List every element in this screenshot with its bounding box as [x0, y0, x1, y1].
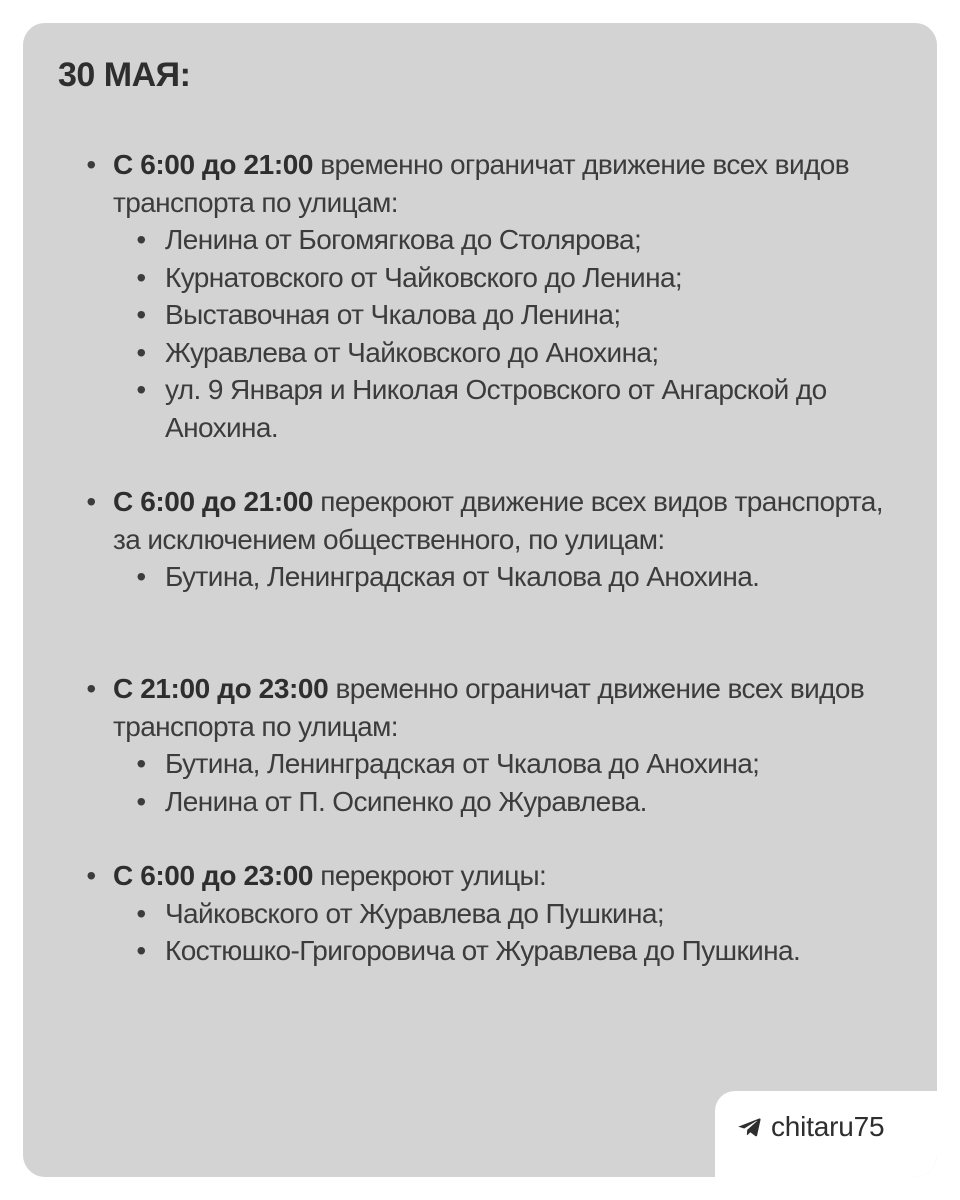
footer-tab [715, 1091, 937, 1177]
restriction-section [79, 857, 899, 970]
time-range: С 21:00 до 23:00 [113, 673, 329, 704]
list-item [79, 259, 899, 297]
bullet-icon: • [136, 561, 146, 592]
time-range: С 6:00 до 23:00 [113, 860, 314, 891]
bullet-icon: • [86, 486, 96, 517]
bullet-icon: • [136, 261, 146, 293]
street-list [79, 895, 899, 970]
section-description: перекроют улицы: [313, 860, 547, 891]
channel-handle-text: chitaru75 [771, 1111, 885, 1142]
page-title: 30 МАЯ: [58, 56, 191, 94]
list-item [79, 296, 899, 334]
time-range: С 6:00 до 21:00 [113, 149, 314, 180]
list-item [79, 221, 899, 259]
list-item [79, 783, 899, 821]
street-text: Бутина, Ленинградская от Чкалова до Анохина. [165, 561, 760, 592]
bullet-icon: • [136, 299, 146, 330]
time-range: С 6:00 до 21:00 [113, 486, 314, 517]
street-text: Выставочная от Чкалова до Ленина; [165, 299, 621, 330]
street-text: Курнатовского от Чайковского до Ленина; [165, 261, 683, 293]
street-text: Костюшко-Григоровича от Журавлева до Пушкина. [165, 935, 801, 966]
section-description: временно ограничат движение всех видов транспорта по улицам: [113, 673, 865, 742]
bullet-icon: • [136, 897, 146, 929]
restriction-section [79, 146, 899, 446]
list-item [79, 334, 899, 372]
street-text: ул. 9 Января и Николая Островского от Ангарской до Анохина. [165, 374, 827, 443]
bullet-icon: • [86, 673, 96, 704]
info-card [23, 23, 937, 1177]
street-text: Бутина, Ленинградская от Чкалова до Анохина; [165, 748, 760, 779]
bullet-icon: • [136, 785, 146, 817]
list-item [79, 558, 899, 596]
bullet-icon: • [86, 149, 96, 180]
bullet-icon: • [136, 224, 146, 255]
street-list [79, 558, 899, 596]
bullet-icon: • [136, 935, 146, 966]
section-description: перекроют движение всех видов транспорта, за исключением общественного, по улицам: [113, 486, 883, 555]
list-item [79, 895, 899, 933]
restriction-section [79, 670, 899, 820]
channel-handle[interactable] [737, 1111, 884, 1143]
list-item [79, 745, 899, 783]
street-list [79, 221, 899, 446]
section-description: временно ограничат движение всех видов транспорта по улицам: [113, 149, 849, 218]
bullet-icon: • [86, 860, 96, 891]
street-text: Чайковского от Журавлева до Пушкина; [165, 897, 665, 929]
bullet-icon: • [136, 336, 146, 368]
street-text: Ленина от Богомягкова до Столярова; [165, 224, 642, 255]
list-item [79, 371, 899, 446]
street-text: Журавлева от Чайковского до Анохина; [165, 336, 659, 368]
restriction-section [79, 483, 899, 596]
street-list [79, 745, 899, 820]
street-text: Ленина от П. Осипенко до Журавлева. [165, 785, 647, 817]
list-item [79, 932, 899, 970]
bullet-icon: • [136, 374, 146, 405]
bullet-icon: • [136, 748, 146, 779]
telegram-icon [737, 1114, 763, 1140]
